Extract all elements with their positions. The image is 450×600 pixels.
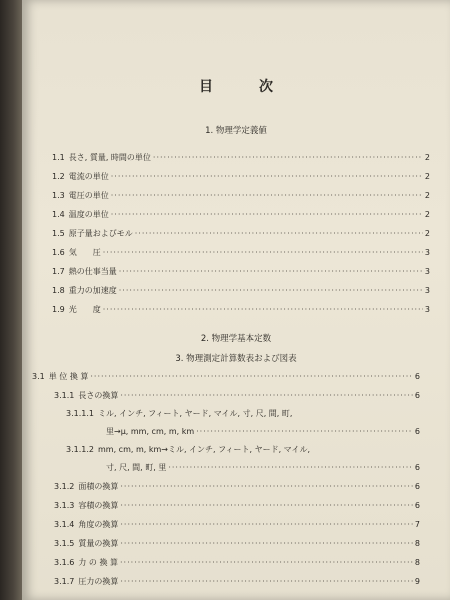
page-title xyxy=(22,76,450,96)
title-char-1: 目 xyxy=(199,79,213,95)
entry-label: 温度の単位 xyxy=(68,210,109,219)
entry-number: 3.1 xyxy=(32,372,45,381)
entry-number: 1.5 xyxy=(52,229,65,238)
entry-label: 力 の 換 算 xyxy=(78,558,118,567)
entry-page: 2 xyxy=(424,229,430,238)
entry-number: 1.1 xyxy=(52,153,65,162)
section-heading-3: 3. 物理測定計算数表および図表 xyxy=(175,354,297,364)
toc-entry[interactable] xyxy=(54,500,420,512)
entry-number: 3.1.6 xyxy=(54,558,75,567)
toc-entry[interactable] xyxy=(52,171,430,183)
entry-label: 電圧の単位 xyxy=(68,191,109,200)
entry-label: 里→μ, mm, cm, m, km xyxy=(106,427,195,436)
entry-page: 8 xyxy=(414,539,420,548)
entry-page: 6 xyxy=(414,463,420,472)
leader-dots xyxy=(120,481,413,493)
entry-label: 面積の換算 xyxy=(78,482,119,491)
toc-entry[interactable] xyxy=(52,190,430,202)
leader-dots xyxy=(120,519,413,531)
entry-page: 7 xyxy=(414,520,420,529)
toc-entry[interactable] xyxy=(54,576,420,588)
toc-entry-continuation[interactable] xyxy=(102,426,420,438)
entry-label: 重力の加速度 xyxy=(68,286,117,295)
entry-label: 寸, 尺, 間, 町, 里 xyxy=(106,463,167,472)
leader-dots xyxy=(168,462,413,474)
entry-label: 光 度 xyxy=(68,305,101,314)
toc-entry[interactable] xyxy=(66,408,420,420)
entry-page: 2 xyxy=(424,153,430,162)
toc-entry[interactable] xyxy=(52,247,430,259)
entry-number: 1.4 xyxy=(52,210,65,219)
toc-entry[interactable] xyxy=(54,390,420,402)
book-spine-shadow xyxy=(0,0,22,600)
entry-label: 容積の換算 xyxy=(78,501,119,510)
entry-number: 1.9 xyxy=(52,305,65,314)
entry-page: 3 xyxy=(424,267,430,276)
entry-label: 角度の換算 xyxy=(78,520,119,529)
entry-page: 9 xyxy=(414,577,420,586)
leader-dots xyxy=(111,190,423,202)
entry-number: 1.3 xyxy=(52,191,65,200)
entry-number: 1.6 xyxy=(52,248,65,257)
entry-label: ミル, インチ, フィート, ヤード, マイル, 寸, 尺, 間, 町, xyxy=(98,409,293,418)
leader-dots xyxy=(153,152,423,164)
entry-number: 1.2 xyxy=(52,172,65,181)
entry-label: 質量の換算 xyxy=(78,539,119,548)
toc-entry[interactable] xyxy=(52,152,430,164)
entry-page: 3 xyxy=(424,305,430,314)
entry-number: 3.1.4 xyxy=(54,520,75,529)
toc-entry[interactable] xyxy=(52,285,430,297)
entry-page: 6 xyxy=(414,391,420,400)
leader-dots xyxy=(120,557,413,569)
toc-entry[interactable] xyxy=(52,228,430,240)
leader-dots xyxy=(196,426,413,438)
entry-label: 長さ, 質量, 時間の単位 xyxy=(68,153,151,162)
entry-label: 長さの換算 xyxy=(78,391,119,400)
leader-dots xyxy=(103,247,423,259)
entry-number: 3.1.7 xyxy=(54,577,75,586)
entry-number: 3.1.1 xyxy=(54,391,75,400)
entry-page: 3 xyxy=(424,248,430,257)
entry-number: 3.1.2 xyxy=(54,482,75,491)
leader-dots xyxy=(120,576,413,588)
entry-page: 2 xyxy=(424,210,430,219)
entry-page: 6 xyxy=(414,501,420,510)
leader-dots xyxy=(111,171,423,183)
section-heading-1: 1. 物理学定義値 xyxy=(205,126,267,136)
toc-entry[interactable] xyxy=(54,557,420,569)
leader-dots xyxy=(111,209,423,221)
entry-label: 熱の仕事当量 xyxy=(68,267,117,276)
entry-label: 圧力の換算 xyxy=(78,577,119,586)
toc-entry[interactable] xyxy=(52,266,430,278)
entry-label: 気 圧 xyxy=(68,248,101,257)
entry-label: mm, cm, m, km→ミル, インチ, フィート, ヤード, マイル, xyxy=(98,445,311,454)
leader-dots xyxy=(120,500,413,512)
entry-label: 単 位 換 算 xyxy=(48,372,89,381)
section-heading-2: 2. 物理学基本定数 xyxy=(200,334,272,344)
leader-dots xyxy=(119,266,423,278)
entry-page: 6 xyxy=(414,372,420,381)
title-char-2: 次 xyxy=(259,79,273,95)
leader-dots xyxy=(90,371,413,383)
entry-page: 2 xyxy=(424,172,430,181)
entry-number: 3.1.1.1 xyxy=(66,409,94,418)
toc-entry-continuation[interactable] xyxy=(102,462,420,474)
toc-entry[interactable] xyxy=(66,444,420,456)
toc-entry[interactable] xyxy=(52,304,430,316)
toc-entry[interactable] xyxy=(54,519,420,531)
entry-label: 原子量およびモル xyxy=(68,229,133,238)
toc-entry[interactable] xyxy=(54,538,420,550)
entry-number: 3.1.5 xyxy=(54,539,75,548)
entry-page: 3 xyxy=(424,286,430,295)
entry-page: 2 xyxy=(424,191,430,200)
entry-label: 電流の単位 xyxy=(68,172,109,181)
leader-dots xyxy=(135,228,423,240)
leader-dots xyxy=(120,538,413,550)
leader-dots xyxy=(120,390,413,402)
toc-entry[interactable] xyxy=(52,209,430,221)
entry-page: 8 xyxy=(414,558,420,567)
toc-entry[interactable] xyxy=(54,481,420,493)
book-page xyxy=(22,0,450,600)
toc-entry[interactable] xyxy=(32,371,420,383)
entry-page: 6 xyxy=(414,482,420,491)
entry-number: 1.8 xyxy=(52,286,65,295)
entry-number: 3.1.3 xyxy=(54,501,75,510)
entry-page: 6 xyxy=(414,427,420,436)
entry-number: 3.1.1.2 xyxy=(66,445,94,454)
leader-dots xyxy=(119,285,423,297)
entry-number: 1.7 xyxy=(52,267,65,276)
leader-dots xyxy=(103,304,423,316)
